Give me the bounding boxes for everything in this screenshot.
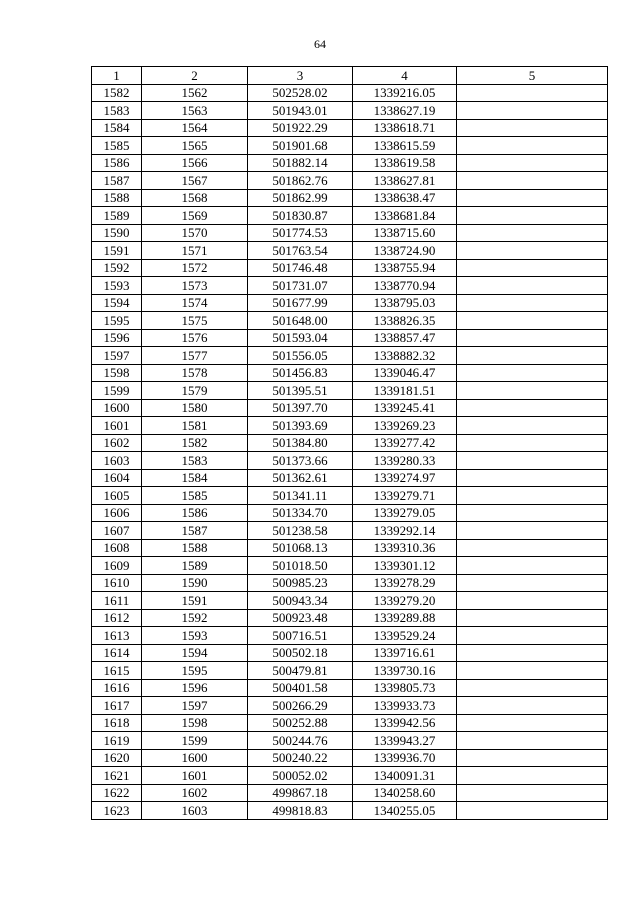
table-cell-col-3: 500244.76	[248, 732, 353, 750]
table-row	[92, 189, 608, 207]
table-cell-col-1: 1621	[92, 767, 142, 785]
table-cell-col-2: 1597	[142, 697, 248, 715]
table-cell-col-3: 501922.29	[248, 119, 353, 137]
table-cell-col-1: 1589	[92, 207, 142, 225]
table-cell-col-2: 1570	[142, 224, 248, 242]
table-cell-col-1: 1597	[92, 347, 142, 365]
table-cell-col-5	[457, 277, 608, 295]
table-cell-col-3: 500266.29	[248, 697, 353, 715]
table-cell-col-5	[457, 312, 608, 330]
table-cell-col-3: 500985.23	[248, 574, 353, 592]
table-cell-col-2: 1596	[142, 679, 248, 697]
table-cell-col-5	[457, 802, 608, 820]
table-cell-col-1: 1611	[92, 592, 142, 610]
header-row	[92, 67, 608, 85]
table-cell-col-5	[457, 627, 608, 645]
table-cell-col-2: 1586	[142, 504, 248, 522]
table-cell-col-2: 1569	[142, 207, 248, 225]
table-cell-col-4: 1339716.61	[353, 644, 457, 662]
table-cell-col-2: 1583	[142, 452, 248, 470]
table-cell-col-5	[457, 644, 608, 662]
table-cell-col-5	[457, 102, 608, 120]
table-row	[92, 277, 608, 295]
table-cell-col-2: 1598	[142, 714, 248, 732]
table-cell-col-1: 1616	[92, 679, 142, 697]
table-cell-col-4: 1339046.47	[353, 364, 457, 382]
table-cell-col-2: 1588	[142, 539, 248, 557]
table-cell-col-1: 1617	[92, 697, 142, 715]
table-row	[92, 504, 608, 522]
table-cell-col-4: 1338627.19	[353, 102, 457, 120]
table-cell-col-4: 1338627.81	[353, 172, 457, 190]
table-cell-col-4: 1338615.59	[353, 137, 457, 155]
table-cell-col-1: 1606	[92, 504, 142, 522]
table-cell-col-1: 1618	[92, 714, 142, 732]
table-cell-col-1: 1585	[92, 137, 142, 155]
table-row	[92, 364, 608, 382]
table-cell-col-1: 1592	[92, 259, 142, 277]
table-cell-col-4: 1338770.94	[353, 277, 457, 295]
table-cell-col-3: 501068.13	[248, 539, 353, 557]
table-row	[92, 732, 608, 750]
table-cell-col-2: 1563	[142, 102, 248, 120]
table-cell-col-4: 1339292.14	[353, 522, 457, 540]
table-cell-col-4: 1339279.71	[353, 487, 457, 505]
table-cell-col-2: 1594	[142, 644, 248, 662]
table-row	[92, 609, 608, 627]
table-cell-col-4: 1339245.41	[353, 399, 457, 417]
table-cell-col-4: 1339274.97	[353, 469, 457, 487]
table-cell-col-1: 1614	[92, 644, 142, 662]
table-cell-col-4: 1338638.47	[353, 189, 457, 207]
table-cell-col-1: 1622	[92, 784, 142, 802]
table-cell-col-2: 1579	[142, 382, 248, 400]
table-row	[92, 312, 608, 330]
table-cell-col-3: 500052.02	[248, 767, 353, 785]
table-cell-col-2: 1593	[142, 627, 248, 645]
table-cell-col-5	[457, 137, 608, 155]
table-cell-col-1: 1583	[92, 102, 142, 120]
header-cell-1: 1	[92, 67, 142, 85]
table-cell-col-5	[457, 224, 608, 242]
table-row	[92, 749, 608, 767]
table-cell-col-5	[457, 697, 608, 715]
table-cell-col-5	[457, 189, 608, 207]
table-cell-col-1: 1599	[92, 382, 142, 400]
header-cell-5: 5	[457, 67, 608, 85]
table-cell-col-1: 1582	[92, 84, 142, 102]
table-cell-col-1: 1610	[92, 574, 142, 592]
table-cell-col-2: 1572	[142, 259, 248, 277]
table-cell-col-3: 501882.14	[248, 154, 353, 172]
table-cell-col-2: 1575	[142, 312, 248, 330]
table-cell-col-2: 1580	[142, 399, 248, 417]
table-cell-col-4: 1339216.05	[353, 84, 457, 102]
table-row	[92, 627, 608, 645]
header-cell-2: 2	[142, 67, 248, 85]
table-cell-col-2: 1599	[142, 732, 248, 750]
table-cell-col-3: 501362.61	[248, 469, 353, 487]
table-cell-col-2: 1568	[142, 189, 248, 207]
table-cell-col-3: 500401.58	[248, 679, 353, 697]
table-cell-col-4: 1339933.73	[353, 697, 457, 715]
table-cell-col-4: 1338618.71	[353, 119, 457, 137]
table-cell-col-5	[457, 207, 608, 225]
table-row	[92, 207, 608, 225]
table-cell-col-3: 500240.22	[248, 749, 353, 767]
table-cell-col-2: 1595	[142, 662, 248, 680]
table-cell-col-1: 1608	[92, 539, 142, 557]
table-cell-col-5	[457, 294, 608, 312]
table-cell-col-4: 1339279.20	[353, 592, 457, 610]
table-cell-col-2: 1566	[142, 154, 248, 172]
table-cell-col-3: 501648.00	[248, 312, 353, 330]
table-cell-col-1: 1623	[92, 802, 142, 820]
table-cell-col-3: 500502.18	[248, 644, 353, 662]
table-cell-col-5	[457, 434, 608, 452]
table-cell-col-1: 1596	[92, 329, 142, 347]
table-row	[92, 137, 608, 155]
table-cell-col-2: 1587	[142, 522, 248, 540]
table-cell-col-5	[457, 574, 608, 592]
table-cell-col-1: 1594	[92, 294, 142, 312]
table-cell-col-2: 1603	[142, 802, 248, 820]
table-cell-col-4: 1339936.70	[353, 749, 457, 767]
table-row	[92, 119, 608, 137]
table-cell-col-4: 1338724.90	[353, 242, 457, 260]
table-cell-col-3: 501384.80	[248, 434, 353, 452]
table-cell-col-2: 1584	[142, 469, 248, 487]
table-cell-col-4: 1338795.03	[353, 294, 457, 312]
table-cell-col-1: 1591	[92, 242, 142, 260]
table-row	[92, 452, 608, 470]
table-cell-col-2: 1582	[142, 434, 248, 452]
table-cell-col-3: 501731.07	[248, 277, 353, 295]
table-row	[92, 417, 608, 435]
header-cell-4: 4	[353, 67, 457, 85]
table-row	[92, 329, 608, 347]
page-number: 64	[314, 37, 326, 51]
table-cell-col-3: 501456.83	[248, 364, 353, 382]
table-cell-col-1: 1615	[92, 662, 142, 680]
table-cell-col-4: 1339279.05	[353, 504, 457, 522]
table-cell-col-5	[457, 522, 608, 540]
table-row	[92, 574, 608, 592]
table-row	[92, 662, 608, 680]
table-cell-col-5	[457, 417, 608, 435]
table-cell-col-3: 501677.99	[248, 294, 353, 312]
table-cell-col-5	[457, 172, 608, 190]
table-cell-col-3: 501341.11	[248, 487, 353, 505]
table-row	[92, 399, 608, 417]
table-cell-col-3: 500923.48	[248, 609, 353, 627]
table-cell-col-1: 1602	[92, 434, 142, 452]
table-cell-col-1: 1605	[92, 487, 142, 505]
table-cell-col-1: 1601	[92, 417, 142, 435]
table-cell-col-3: 501397.70	[248, 399, 353, 417]
table-cell-col-1: 1595	[92, 312, 142, 330]
table-row	[92, 154, 608, 172]
table-row	[92, 679, 608, 697]
table-cell-col-3: 501774.53	[248, 224, 353, 242]
table-cell-col-4: 1339943.27	[353, 732, 457, 750]
table-cell-col-5	[457, 609, 608, 627]
table-cell-col-3: 502528.02	[248, 84, 353, 102]
table-cell-col-2: 1600	[142, 749, 248, 767]
table-cell-col-5	[457, 119, 608, 137]
table-cell-col-5	[457, 399, 608, 417]
table-cell-col-4: 1338857.47	[353, 329, 457, 347]
table-cell-col-3: 501763.54	[248, 242, 353, 260]
table-cell-col-1: 1620	[92, 749, 142, 767]
table-row	[92, 714, 608, 732]
coordinates-table	[91, 66, 608, 820]
table-cell-col-5	[457, 259, 608, 277]
table-cell-col-1: 1587	[92, 172, 142, 190]
table-cell-col-3: 501901.68	[248, 137, 353, 155]
table-cell-col-2: 1602	[142, 784, 248, 802]
table-cell-col-2: 1565	[142, 137, 248, 155]
table-cell-col-5	[457, 364, 608, 382]
table-cell-col-5	[457, 662, 608, 680]
table-cell-col-5	[457, 557, 608, 575]
table-cell-col-5	[457, 732, 608, 750]
table-cell-col-4: 1339942.56	[353, 714, 457, 732]
table-row	[92, 84, 608, 102]
table-row	[92, 557, 608, 575]
table-cell-col-3: 499867.18	[248, 784, 353, 802]
table-cell-col-3: 501238.58	[248, 522, 353, 540]
table-cell-col-3: 501018.50	[248, 557, 353, 575]
table-cell-col-4: 1339301.12	[353, 557, 457, 575]
table-cell-col-2: 1564	[142, 119, 248, 137]
table-row	[92, 294, 608, 312]
table-cell-col-4: 1338619.58	[353, 154, 457, 172]
table-cell-col-1: 1593	[92, 277, 142, 295]
table-row	[92, 382, 608, 400]
table-cell-col-4: 1339269.23	[353, 417, 457, 435]
table-cell-col-3: 501334.70	[248, 504, 353, 522]
table-row	[92, 592, 608, 610]
table-cell-col-1: 1607	[92, 522, 142, 540]
table-cell-col-1: 1619	[92, 732, 142, 750]
table-row	[92, 469, 608, 487]
table-cell-col-3: 500716.51	[248, 627, 353, 645]
table-row	[92, 802, 608, 820]
table-row	[92, 172, 608, 190]
table-cell-col-3: 501556.05	[248, 347, 353, 365]
table-cell-col-5	[457, 154, 608, 172]
table-cell-col-4: 1339529.24	[353, 627, 457, 645]
table-cell-col-2: 1567	[142, 172, 248, 190]
table-cell-col-2: 1562	[142, 84, 248, 102]
table-cell-col-3: 501373.66	[248, 452, 353, 470]
table-cell-col-2: 1601	[142, 767, 248, 785]
table-cell-col-5	[457, 749, 608, 767]
table-cell-col-4: 1339277.42	[353, 434, 457, 452]
table-row	[92, 224, 608, 242]
table-cell-col-3: 501395.51	[248, 382, 353, 400]
table-row	[92, 539, 608, 557]
table-cell-col-4: 1339805.73	[353, 679, 457, 697]
table-cell-col-4: 1338681.84	[353, 207, 457, 225]
table-cell-col-4: 1338882.32	[353, 347, 457, 365]
table-row	[92, 487, 608, 505]
table-cell-col-5	[457, 382, 608, 400]
table-cell-col-5	[457, 347, 608, 365]
table-row	[92, 434, 608, 452]
table-row	[92, 347, 608, 365]
table-cell-col-4: 1339278.29	[353, 574, 457, 592]
table-cell-col-5	[457, 84, 608, 102]
table-cell-col-1: 1604	[92, 469, 142, 487]
table-body	[92, 84, 608, 819]
table-cell-col-2: 1577	[142, 347, 248, 365]
table-cell-col-3: 501830.87	[248, 207, 353, 225]
table-cell-col-2: 1576	[142, 329, 248, 347]
table-cell-col-2: 1578	[142, 364, 248, 382]
table-cell-col-4: 1339181.51	[353, 382, 457, 400]
table-row	[92, 102, 608, 120]
table-cell-col-4: 1340091.31	[353, 767, 457, 785]
table-cell-col-1: 1598	[92, 364, 142, 382]
table-cell-col-4: 1340255.05	[353, 802, 457, 820]
table-cell-col-1: 1600	[92, 399, 142, 417]
table-cell-col-5	[457, 714, 608, 732]
table-cell-col-3: 501746.48	[248, 259, 353, 277]
table-cell-col-4: 1339310.36	[353, 539, 457, 557]
table-cell-col-2: 1585	[142, 487, 248, 505]
table-cell-col-4: 1339730.16	[353, 662, 457, 680]
table-row	[92, 242, 608, 260]
table-cell-col-1: 1603	[92, 452, 142, 470]
table-cell-col-1: 1584	[92, 119, 142, 137]
table-cell-col-5	[457, 452, 608, 470]
table-cell-col-1: 1588	[92, 189, 142, 207]
table-cell-col-5	[457, 504, 608, 522]
table-cell-col-3: 500479.81	[248, 662, 353, 680]
table-row	[92, 259, 608, 277]
table-cell-col-3: 501393.69	[248, 417, 353, 435]
table-cell-col-4: 1338826.35	[353, 312, 457, 330]
table-cell-col-5	[457, 539, 608, 557]
table-cell-col-3: 500252.88	[248, 714, 353, 732]
table-cell-col-3: 501593.04	[248, 329, 353, 347]
table-cell-col-5	[457, 329, 608, 347]
table-cell-col-5	[457, 784, 608, 802]
table-cell-col-5	[457, 487, 608, 505]
table-cell-col-2: 1573	[142, 277, 248, 295]
table-cell-col-2: 1591	[142, 592, 248, 610]
table-cell-col-1: 1609	[92, 557, 142, 575]
table-cell-col-5	[457, 242, 608, 260]
table-cell-col-2: 1590	[142, 574, 248, 592]
table-cell-col-2: 1589	[142, 557, 248, 575]
table-cell-col-4: 1340258.60	[353, 784, 457, 802]
table-row	[92, 767, 608, 785]
table-header	[92, 67, 608, 85]
table-row	[92, 644, 608, 662]
table-row	[92, 522, 608, 540]
table-cell-col-5	[457, 469, 608, 487]
table-cell-col-2: 1571	[142, 242, 248, 260]
table-cell-col-3: 500943.34	[248, 592, 353, 610]
table-cell-col-1: 1613	[92, 627, 142, 645]
table-cell-col-1: 1612	[92, 609, 142, 627]
table-cell-col-3: 501862.99	[248, 189, 353, 207]
table-cell-col-5	[457, 592, 608, 610]
table-cell-col-4: 1338755.94	[353, 259, 457, 277]
table-cell-col-3: 501943.01	[248, 102, 353, 120]
table-row	[92, 784, 608, 802]
table-cell-col-3: 501862.76	[248, 172, 353, 190]
table-cell-col-1: 1590	[92, 224, 142, 242]
table-cell-col-5	[457, 767, 608, 785]
header-cell-3: 3	[248, 67, 353, 85]
table-cell-col-1: 1586	[92, 154, 142, 172]
table-cell-col-4: 1338715.60	[353, 224, 457, 242]
table-cell-col-3: 499818.83	[248, 802, 353, 820]
table-cell-col-2: 1581	[142, 417, 248, 435]
table-cell-col-5	[457, 679, 608, 697]
table-cell-col-4: 1339289.88	[353, 609, 457, 627]
table-cell-col-2: 1592	[142, 609, 248, 627]
table-cell-col-4: 1339280.33	[353, 452, 457, 470]
table-row	[92, 697, 608, 715]
table-cell-col-2: 1574	[142, 294, 248, 312]
